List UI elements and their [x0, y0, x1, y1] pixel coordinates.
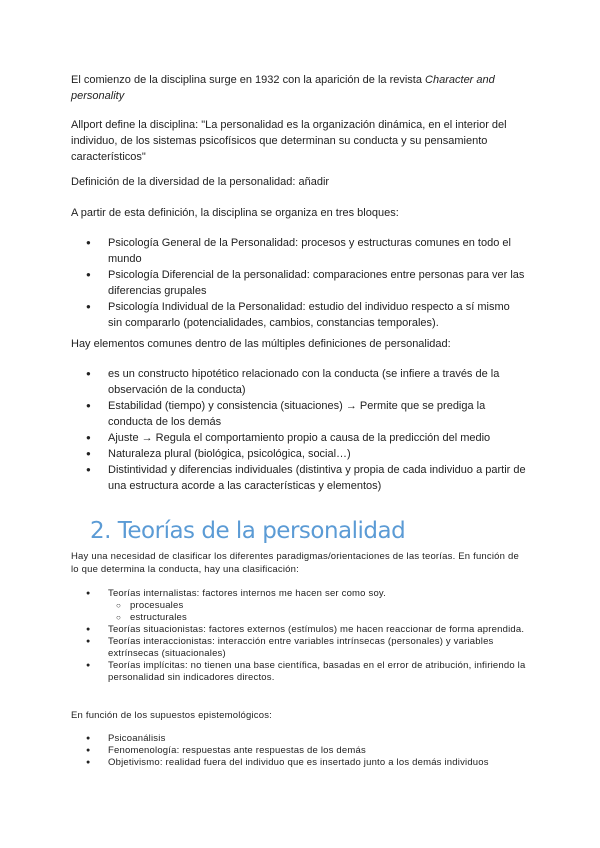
list-item: ● Teorías situacionistas: factores externos (estímulos) me hacen reaccionar de forma aprendida.	[86, 624, 526, 636]
classification-intro: Hay una necesidad de clasificar los diferentes paradigmas/orientaciones de las teorías. En función de lo que determina la conducta, hay una clasificación:	[71, 551, 519, 575]
list-item: ● Psicoanálisis	[86, 733, 526, 745]
intro-paragraph-1-text: El comienzo de la disciplina surge en 1932 con la aparición de la revista	[71, 74, 426, 86]
journal-title: Character and personality	[71, 74, 495, 102]
list-item: ● Estabilidad (tiempo) y consistencia (situaciones) → Permite que se prediga la conducta de los demás	[86, 398, 526, 430]
common-elements-list	[86, 366, 526, 494]
sub-list-item: ○ estructurales	[108, 612, 526, 624]
list-item: ● Psicología Diferencial de la personalidad: comparaciones entre personas para ver las diferencias grupales	[86, 267, 526, 299]
intro-paragraph-1	[71, 72, 526, 104]
list-item	[86, 588, 526, 624]
blocks-list	[86, 235, 526, 331]
sub-list-item: ○ procesuales	[108, 600, 526, 612]
sub-list	[108, 600, 526, 624]
epistemic-list	[86, 733, 526, 769]
diversity-definition: Definición de la diversidad de la personalidad: añadir	[71, 176, 330, 188]
list-item: ● Teorías implícitas: no tienen una base científica, basadas en el error de atribución, infiriendo la personalidad sin indicadores directos.	[86, 660, 526, 684]
list-item: ● Objetivismo: realidad fuera del individuo que es insertado junto a los demás individuos	[86, 757, 526, 769]
blocks-intro: A partir de esta definición, la disciplina se organiza en tres bloques:	[71, 207, 399, 219]
list-item: ● Psicología General de la Personalidad: procesos y estructuras comunes en todo el mundo	[86, 235, 526, 267]
list-item: ● es un constructo hipotético relacionado con la conducta (se infiere a través de la observación de la conducta)	[86, 366, 526, 398]
list-item: ● Distintividad y diferencias individuales (distintiva y propia de cada individuo a partir de una estructura acorde a las características y elementos)	[86, 462, 526, 494]
common-elements-intro: Hay elementos comunes dentro de las múltiples definiciones de personalidad:	[71, 338, 451, 350]
allport-definition: Allport define la disciplina: "La personalidad es la organización dinámica, en el interior del individuo, de los sistemas psicofísicos que determinan su conducta y su pensamiento característicos"	[71, 119, 507, 163]
list-item: ● Teorías interaccionistas: interacción entre variables intrínsecas (personales) y variables extrínsecas (situacionales)	[86, 636, 526, 660]
list-item: ● Naturaleza plural (biológica, psicológica, social…)	[86, 446, 526, 462]
epistemic-intro: En función de los supuestos epistemológicos:	[71, 710, 273, 721]
theory-internalistas: Teorías internalistas: factores internos me hacen ser como soy.	[108, 588, 387, 599]
section-heading: 2. Teorías de la personalidad	[90, 518, 406, 544]
list-item: ● Fenomenología: respuestas ante respuestas de los demás	[86, 745, 526, 757]
list-item: ● Ajuste → Regula el comportamiento propio a causa de la predicción del medio	[86, 430, 526, 446]
theories-list	[86, 588, 526, 684]
list-item: ● Psicología Individual de la Personalidad: estudio del individuo respecto a sí mismo sin compararlo (potencialidades, cambios, constancias temporales).	[86, 299, 526, 331]
